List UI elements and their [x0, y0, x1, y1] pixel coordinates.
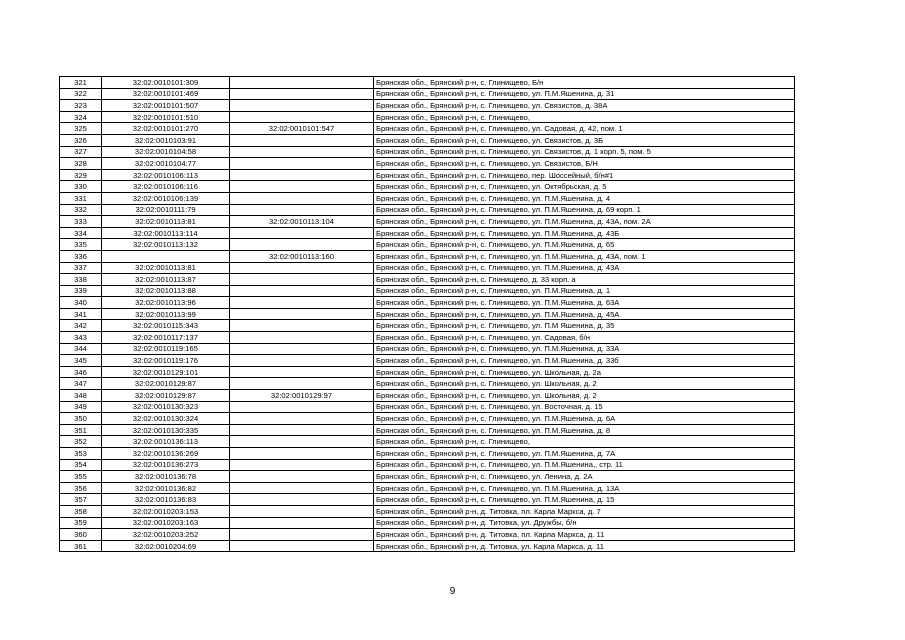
- row-number-cell: 335: [60, 239, 102, 251]
- cadastral-number-cell: 32:02:0010113:81: [102, 262, 230, 274]
- address-cell: Брянская обл., Брянский р-н, с. Глинищево, ул. П.М.Яшенина, д. 65: [374, 239, 795, 251]
- row-number-cell: 359: [60, 517, 102, 529]
- row-number-cell: 345: [60, 355, 102, 367]
- table-row: [60, 332, 795, 344]
- row-number-cell: 334: [60, 227, 102, 239]
- row-number-cell: 344: [60, 343, 102, 355]
- table-row: [60, 239, 795, 251]
- table-row: [60, 274, 795, 286]
- table-row: [60, 123, 795, 135]
- cadastral-number-cell: 32:02:0010136:269: [102, 448, 230, 460]
- cadastral-number-cell: 32:02:0010101:507: [102, 100, 230, 112]
- row-number-cell: 328: [60, 158, 102, 170]
- table-row: [60, 366, 795, 378]
- row-number-cell: 321: [60, 77, 102, 89]
- address-cell: Брянская обл., Брянский р-н, с. Глинищево, ул. П.М.Яшенина, д. 6А: [374, 413, 795, 425]
- cadastral-number-cell: 32:02:0010104:77: [102, 158, 230, 170]
- cadastral-number-cell: 32:02:0010136:113: [102, 436, 230, 448]
- row-number-cell: 358: [60, 505, 102, 517]
- table-row: [60, 540, 795, 552]
- row-number-cell: 354: [60, 459, 102, 471]
- row-number-cell: 347: [60, 378, 102, 390]
- row-number-cell: 349: [60, 401, 102, 413]
- table-row: [60, 320, 795, 332]
- table-row: [60, 250, 795, 262]
- linked-cadastral-number-cell: [230, 100, 374, 112]
- table-row: [60, 262, 795, 274]
- address-cell: Брянская обл., Брянский р-н, с. Глинищево, ул. Садовая, д. 42, пом. 1: [374, 123, 795, 135]
- address-cell: Брянская обл., Брянский р-н, с. Глинищево, ул. Восточная, д. 15: [374, 401, 795, 413]
- row-number-cell: 346: [60, 366, 102, 378]
- address-cell: Брянская обл., Брянский р-н, с. Глинищево, ул. П.М.Яшенина, д. 33А: [374, 343, 795, 355]
- table-row: [60, 413, 795, 425]
- linked-cadastral-number-cell: 32:02:0010101:547: [230, 123, 374, 135]
- address-cell: Брянская обл., Брянский р-н, с. Глинищево, ул. Ленина, д. 2А: [374, 471, 795, 483]
- cadastral-number-cell: 32:02:0010136:78: [102, 471, 230, 483]
- address-cell: Брянская обл., Брянский р-н, с. Глинищево, ул. П.М.Яшенина, д. 8: [374, 424, 795, 436]
- row-number-cell: 322: [60, 88, 102, 100]
- table-row: [60, 517, 795, 529]
- cadastral-number-cell: 32:02:0010101:510: [102, 111, 230, 123]
- cadastral-number-cell: 32:02:0010103:91: [102, 134, 230, 146]
- cadastral-number-cell: 32:02:0010136:273: [102, 459, 230, 471]
- row-number-cell: 327: [60, 146, 102, 158]
- cadastral-number-cell: 32:02:0010113:99: [102, 308, 230, 320]
- cadastral-number-cell: 32:02:0010106:116: [102, 181, 230, 193]
- row-number-cell: 343: [60, 332, 102, 344]
- cadastral-number-cell: 32:02:0010204:69: [102, 540, 230, 552]
- address-cell: Брянская обл., Брянский р-н, д. Титовка, пл. Карла Маркса, д. 11: [374, 529, 795, 541]
- linked-cadastral-number-cell: 32:02:0010113:160: [230, 250, 374, 262]
- page-number: 9: [449, 586, 456, 597]
- address-cell: Брянская обл., Брянский р-н, с. Глинищево, ул. Школьная, д. 2: [374, 390, 795, 402]
- table-row: [60, 308, 795, 320]
- address-cell: Брянская обл., Брянский р-н, с. Глинищево, ул. П.М.Яшенина, д. 33б: [374, 355, 795, 367]
- cadastral-number-cell: 32:02:0010129:87: [102, 378, 230, 390]
- table-row: [60, 297, 795, 309]
- table-row: [60, 529, 795, 541]
- address-cell: Брянская обл., Брянский р-н, с. Глинищево, ул. П.М.Яшенина, д. 13А: [374, 482, 795, 494]
- address-cell: Брянская обл., Брянский р-н, с. Глинищево, д. 33 корп. а: [374, 274, 795, 286]
- linked-cadastral-number-cell: [230, 366, 374, 378]
- linked-cadastral-number-cell: [230, 158, 374, 170]
- cadastral-number-cell: 32:02:0010113:114: [102, 227, 230, 239]
- row-number-cell: 341: [60, 308, 102, 320]
- cadastral-number-cell: 32:02:0010203:163: [102, 517, 230, 529]
- cadastral-number-cell: 32:02:0010113:132: [102, 239, 230, 251]
- row-number-cell: 330: [60, 181, 102, 193]
- address-cell: Брянская обл., Брянский р-н, с. Глинищево, ул. П.М.Яшенина, д. 31: [374, 88, 795, 100]
- table-row: [60, 88, 795, 100]
- cadastral-number-cell: [102, 250, 230, 262]
- row-number-cell: 356: [60, 482, 102, 494]
- address-cell: Брянская обл., Брянский р-н, с. Глинищево, ул. П.М Яшенина, д. 35: [374, 320, 795, 332]
- cadastral-number-cell: 32:02:0010119:165: [102, 343, 230, 355]
- row-number-cell: 361: [60, 540, 102, 552]
- cadastral-number-cell: 32:02:0010113:81: [102, 216, 230, 228]
- cadastral-number-cell: 32:02:0010129:101: [102, 366, 230, 378]
- row-number-cell: 357: [60, 494, 102, 506]
- linked-cadastral-number-cell: [230, 204, 374, 216]
- row-number-cell: 338: [60, 274, 102, 286]
- linked-cadastral-number-cell: [230, 134, 374, 146]
- row-number-cell: 355: [60, 471, 102, 483]
- linked-cadastral-number-cell: [230, 274, 374, 286]
- linked-cadastral-number-cell: [230, 343, 374, 355]
- linked-cadastral-number-cell: [230, 320, 374, 332]
- table-row: [60, 482, 795, 494]
- table-row: [60, 77, 795, 89]
- cadastral-number-cell: 32:02:0010136:82: [102, 482, 230, 494]
- row-number-cell: 352: [60, 436, 102, 448]
- linked-cadastral-number-cell: [230, 355, 374, 367]
- table-row: [60, 227, 795, 239]
- address-cell: Брянская обл., Брянский р-н, с. Глинищево, ул. П.М.Яшенина, д. 15: [374, 494, 795, 506]
- table-row: [60, 181, 795, 193]
- table-row: [60, 285, 795, 297]
- linked-cadastral-number-cell: [230, 424, 374, 436]
- linked-cadastral-number-cell: [230, 111, 374, 123]
- linked-cadastral-number-cell: [230, 517, 374, 529]
- property-table: [59, 76, 795, 552]
- linked-cadastral-number-cell: [230, 459, 374, 471]
- linked-cadastral-number-cell: [230, 239, 374, 251]
- address-cell: Брянская обл., Брянский р-н, с. Глинищево, ул. П.М.Яшенина, д. 63А: [374, 297, 795, 309]
- row-number-cell: 323: [60, 100, 102, 112]
- address-cell: Брянская обл., Брянский р-н, с. Глинищево, ул. П.М.Яшенина, д. 4: [374, 192, 795, 204]
- address-cell: Брянская обл., Брянский р-н, с. Глинищево, ул. П.М.Яшенина,, стр. 11: [374, 459, 795, 471]
- table-row: [60, 192, 795, 204]
- table-row: [60, 146, 795, 158]
- linked-cadastral-number-cell: [230, 262, 374, 274]
- table-row: [60, 169, 795, 181]
- cadastral-number-cell: 32:02:0010136:83: [102, 494, 230, 506]
- row-number-cell: 336: [60, 250, 102, 262]
- linked-cadastral-number-cell: [230, 494, 374, 506]
- cadastral-number-cell: 32:02:0010130:324: [102, 413, 230, 425]
- table-row: [60, 436, 795, 448]
- row-number-cell: 351: [60, 424, 102, 436]
- linked-cadastral-number-cell: [230, 332, 374, 344]
- address-cell: Брянская обл., Брянский р-н, с. Глинищево, ул. Связистов, д. 3Б: [374, 134, 795, 146]
- address-cell: Брянская обл., Брянский р-н, с. Глинищево, ул. П.М.Яшенина, д. 45А: [374, 308, 795, 320]
- address-cell: Брянская обл., Брянский р-н, с. Глинищево, пер. Шоссейный, б/н#1: [374, 169, 795, 181]
- cadastral-number-cell: 32:02:0010203:252: [102, 529, 230, 541]
- cadastral-number-cell: 32:02:0010113:87: [102, 274, 230, 286]
- cadastral-number-cell: 32:02:0010111:79: [102, 204, 230, 216]
- row-number-cell: 326: [60, 134, 102, 146]
- address-cell: Брянская обл., Брянский р-н, с. Глинищево, ул. П.М.Яшенина, д. 43А, пом. 2А: [374, 216, 795, 228]
- address-cell: Брянская обл., Брянский р-н, с. Глинищево, ул. П.М.Яшенина, д. 43А, пом. 1: [374, 250, 795, 262]
- linked-cadastral-number-cell: [230, 77, 374, 89]
- linked-cadastral-number-cell: [230, 146, 374, 158]
- address-cell: Брянская обл., Брянский р-н, с. Глинищево, ул. Октябрьская, д. 5: [374, 181, 795, 193]
- address-cell: Брянская обл., Брянский р-н, с. Глинищево, ул. Школьная, д. 2: [374, 378, 795, 390]
- address-cell: Брянская обл., Брянский р-н, с. Глинищево,: [374, 436, 795, 448]
- linked-cadastral-number-cell: [230, 505, 374, 517]
- linked-cadastral-number-cell: [230, 297, 374, 309]
- linked-cadastral-number-cell: [230, 436, 374, 448]
- table-row: [60, 459, 795, 471]
- table-row: [60, 378, 795, 390]
- row-number-cell: 360: [60, 529, 102, 541]
- address-cell: Брянская обл., Брянский р-н, с. Глинищево, ул. Связистов, Б/Н: [374, 158, 795, 170]
- linked-cadastral-number-cell: [230, 448, 374, 460]
- cadastral-number-cell: 32:02:0010203:153: [102, 505, 230, 517]
- table-row: [60, 448, 795, 460]
- row-number-cell: 329: [60, 169, 102, 181]
- table-row: [60, 494, 795, 506]
- cadastral-number-cell: 32:02:0010117:137: [102, 332, 230, 344]
- cadastral-number-cell: 32:02:0010101:469: [102, 88, 230, 100]
- table-row: [60, 216, 795, 228]
- linked-cadastral-number-cell: [230, 401, 374, 413]
- address-cell: Брянская обл., Брянский р-н, с. Глинищево,: [374, 111, 795, 123]
- cadastral-number-cell: 32:02:0010104:58: [102, 146, 230, 158]
- cadastral-number-cell: 32:02:0010119:176: [102, 355, 230, 367]
- address-cell: Брянская обл., Брянский р-н, с. Глинищево, ул. Связистов, д. 1 корп. 5, пом. 5: [374, 146, 795, 158]
- cadastral-number-cell: 32:02:0010106:139: [102, 192, 230, 204]
- cadastral-number-cell: 32:02:0010130:323: [102, 401, 230, 413]
- address-cell: Брянская обл., Брянский р-н, с. Глинищево, ул. П.М.Яшенина, д. 1: [374, 285, 795, 297]
- linked-cadastral-number-cell: [230, 88, 374, 100]
- table-row: [60, 471, 795, 483]
- cadastral-number-cell: 32:02:0010130:335: [102, 424, 230, 436]
- linked-cadastral-number-cell: [230, 169, 374, 181]
- linked-cadastral-number-cell: [230, 413, 374, 425]
- address-cell: Брянская обл., Брянский р-н, с. Глинищево, ул. П.М.Яшенина, д. 7А: [374, 448, 795, 460]
- row-number-cell: 332: [60, 204, 102, 216]
- linked-cadastral-number-cell: [230, 378, 374, 390]
- address-cell: Брянская обл., Брянский р-н, д. Титовка, ул. Карла Маркса, д. 11: [374, 540, 795, 552]
- cadastral-number-cell: 32:02:0010101:309: [102, 77, 230, 89]
- cadastral-number-cell: 32:02:0010106:113: [102, 169, 230, 181]
- linked-cadastral-number-cell: [230, 285, 374, 297]
- table-row: [60, 424, 795, 436]
- linked-cadastral-number-cell: 32:02:0010113:104: [230, 216, 374, 228]
- table-row: [60, 355, 795, 367]
- linked-cadastral-number-cell: [230, 181, 374, 193]
- address-cell: Брянская обл., Брянский р-н, с. Глинищево, ул. П.М.Яшенина, д. 43Б: [374, 227, 795, 239]
- table-row: [60, 111, 795, 123]
- cadastral-number-cell: 32:02:0010113:88: [102, 285, 230, 297]
- table-row: [60, 100, 795, 112]
- row-number-cell: 342: [60, 320, 102, 332]
- linked-cadastral-number-cell: [230, 482, 374, 494]
- table-row: [60, 134, 795, 146]
- linked-cadastral-number-cell: [230, 192, 374, 204]
- row-number-cell: 340: [60, 297, 102, 309]
- row-number-cell: 348: [60, 390, 102, 402]
- address-cell: Брянская обл., Брянский р-н, с. Глинищево, ул. П.М.Яшенина, д. 43А: [374, 262, 795, 274]
- linked-cadastral-number-cell: [230, 471, 374, 483]
- table-row: [60, 401, 795, 413]
- table-row: [60, 505, 795, 517]
- table-row: [60, 343, 795, 355]
- address-cell: Брянская обл., Брянский р-н, с. Глинищево, ул. П.М.Яшенина, д. 69 корп. 1: [374, 204, 795, 216]
- address-cell: Брянская обл., Брянский р-н, с. Глинищево, Б/н: [374, 77, 795, 89]
- linked-cadastral-number-cell: 32:02:0010129:97: [230, 390, 374, 402]
- row-number-cell: 325: [60, 123, 102, 135]
- cadastral-number-cell: 32:02:0010113:96: [102, 297, 230, 309]
- linked-cadastral-number-cell: [230, 227, 374, 239]
- row-number-cell: 353: [60, 448, 102, 460]
- cadastral-number-cell: 32:02:0010101:270: [102, 123, 230, 135]
- address-cell: Брянская обл., Брянский р-н, д. Титовка, ул. Дружбы, б/н: [374, 517, 795, 529]
- table-row: [60, 390, 795, 402]
- property-table-body: [60, 77, 795, 552]
- table-row: [60, 158, 795, 170]
- cadastral-number-cell: 32:02:0010129:87: [102, 390, 230, 402]
- address-cell: Брянская обл., Брянский р-н, с. Глинищево, ул. Садовая, б/н: [374, 332, 795, 344]
- row-number-cell: 337: [60, 262, 102, 274]
- row-number-cell: 324: [60, 111, 102, 123]
- address-cell: Брянская обл., Брянский р-н, с. Глинищево, ул. Связистов, д. 38А: [374, 100, 795, 112]
- address-cell: Брянская обл., Брянский р-н, с. Глинищево, ул. Школьная, д. 2а: [374, 366, 795, 378]
- linked-cadastral-number-cell: [230, 308, 374, 320]
- table-row: [60, 204, 795, 216]
- row-number-cell: 350: [60, 413, 102, 425]
- linked-cadastral-number-cell: [230, 540, 374, 552]
- linked-cadastral-number-cell: [230, 529, 374, 541]
- row-number-cell: 333: [60, 216, 102, 228]
- row-number-cell: 339: [60, 285, 102, 297]
- address-cell: Брянская обл., Брянский р-н, д. Титовка, пл. Карла Маркса, д. 7: [374, 505, 795, 517]
- cadastral-number-cell: 32:02:0010115:343: [102, 320, 230, 332]
- row-number-cell: 331: [60, 192, 102, 204]
